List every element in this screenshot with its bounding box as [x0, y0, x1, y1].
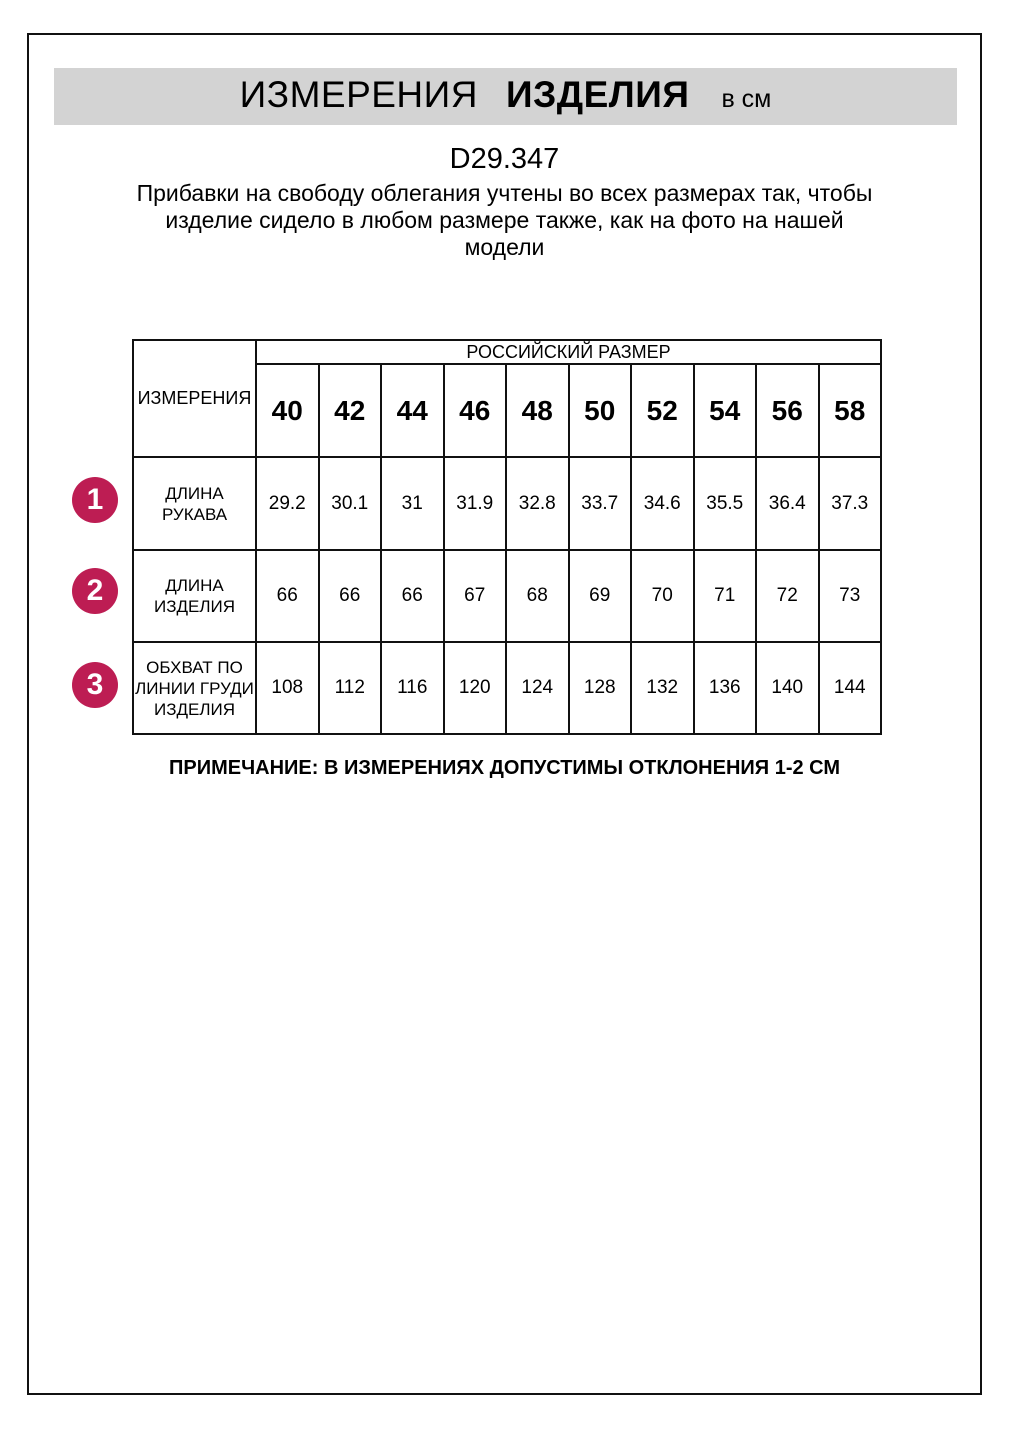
row-number-badge-3: 3 — [72, 662, 118, 708]
value-cell: 132 — [631, 642, 694, 734]
value-cell: 37.3 — [819, 457, 882, 550]
value-cell: 31 — [381, 457, 444, 550]
value-cell: 34.6 — [631, 457, 694, 550]
size-header-cell: 40 — [256, 364, 319, 457]
row-label-cell: ОБХВАТ ПО ЛИНИИ ГРУДИ ИЗДЕЛИЯ — [133, 642, 256, 734]
value-cell: 66 — [381, 550, 444, 642]
row-label-cell: ДЛИНА РУКАВА — [133, 457, 256, 550]
russian-size-header-cell: РОССИЙСКИЙ РАЗМЕР — [256, 340, 881, 364]
title-product: ИЗДЕЛИЯ — [505, 74, 690, 115]
title-measurements: ИЗМЕРЕНИЯ — [239, 74, 478, 115]
value-cell: 116 — [381, 642, 444, 734]
value-cell: 66 — [256, 550, 319, 642]
table-row-sleeve-length — [133, 457, 881, 550]
value-cell: 30.1 — [319, 457, 382, 550]
size-header-cell: 54 — [694, 364, 757, 457]
size-header-cell: 46 — [444, 364, 507, 457]
value-cell: 35.5 — [694, 457, 757, 550]
size-header-cell: 50 — [569, 364, 632, 457]
value-cell: 72 — [756, 550, 819, 642]
size-group-header-row — [133, 340, 881, 364]
value-cell: 73 — [819, 550, 882, 642]
value-cell: 144 — [819, 642, 882, 734]
row-number-badge-1: 1 — [72, 477, 118, 523]
measurements-header-cell: ИЗМЕРЕНИЯ — [133, 340, 256, 457]
document-page — [27, 33, 982, 1395]
value-cell: 70 — [631, 550, 694, 642]
table-row-chest-girth — [133, 642, 881, 734]
size-header-cell: 42 — [319, 364, 382, 457]
value-cell: 71 — [694, 550, 757, 642]
value-cell: 69 — [569, 550, 632, 642]
value-cell: 108 — [256, 642, 319, 734]
size-header-cell: 52 — [631, 364, 694, 457]
value-cell: 29.2 — [256, 457, 319, 550]
size-header-cell: 56 — [756, 364, 819, 457]
size-table — [132, 339, 882, 735]
model-code: D29.347 — [449, 143, 560, 175]
title-bar — [54, 68, 957, 125]
fit-description-line: модели — [464, 234, 545, 260]
value-cell: 68 — [506, 550, 569, 642]
size-header-cell: 44 — [381, 364, 444, 457]
value-cell: 120 — [444, 642, 507, 734]
size-header-cell: 58 — [819, 364, 882, 457]
value-cell: 136 — [694, 642, 757, 734]
table-row-item-length — [133, 550, 881, 642]
size-header-cell: 48 — [506, 364, 569, 457]
value-cell: 112 — [319, 642, 382, 734]
value-cell: 124 — [506, 642, 569, 734]
value-cell: 36.4 — [756, 457, 819, 550]
fit-description-line: Прибавки на свободу облегания учтены во всех размерах так, чтобы — [136, 180, 873, 206]
row-label-cell: ДЛИНА ИЗДЕЛИЯ — [133, 550, 256, 642]
fit-description — [29, 180, 980, 261]
value-cell: 67 — [444, 550, 507, 642]
value-cell: 31.9 — [444, 457, 507, 550]
value-cell: 32.8 — [506, 457, 569, 550]
row-number-badge-2: 2 — [72, 568, 118, 614]
value-cell: 140 — [756, 642, 819, 734]
tolerance-note: ПРИМЕЧАНИЕ: В ИЗМЕРЕНИЯХ ДОПУСТИМЫ ОТКЛОНЕНИЯ 1-2 СМ — [169, 757, 840, 779]
value-cell: 33.7 — [569, 457, 632, 550]
fit-description-line: изделие сидело в любом размере также, как на фото на нашей — [165, 207, 844, 233]
value-cell: 66 — [319, 550, 382, 642]
title-units: в см — [721, 85, 772, 113]
value-cell: 128 — [569, 642, 632, 734]
